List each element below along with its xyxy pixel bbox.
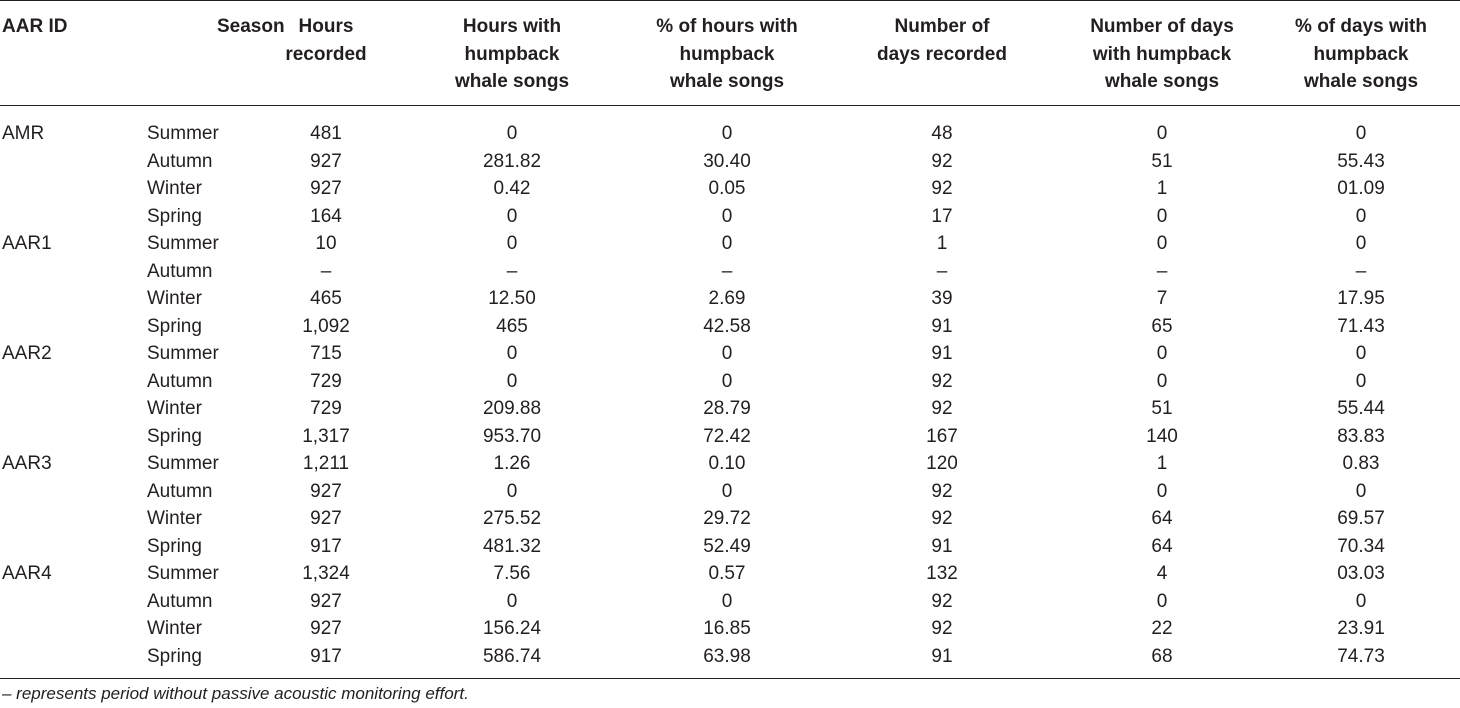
hours-with-songs-cell: 1.26	[493, 453, 531, 474]
table-row	[0, 450, 1460, 478]
days-recorded-cell: 92	[931, 178, 953, 199]
header-hours-recorded: Hours recorded	[260, 1, 392, 106]
aar-id-cell	[0, 423, 70, 451]
pct-hours-cell: 72.42	[703, 425, 751, 447]
pct-days-cell: 17.95	[1337, 288, 1385, 309]
hours-with-songs-cell: 0	[506, 480, 518, 502]
pct-hours-cell: 0	[721, 343, 733, 364]
hours-with-songs-cell: 0	[506, 123, 518, 144]
days-recorded-cell: 91	[931, 315, 953, 337]
days-recorded-cell: 92	[931, 370, 953, 392]
season-cell: Spring	[147, 315, 202, 337]
aar-id-cell: AAR1	[2, 233, 52, 254]
days-recorded-cell: 92	[931, 480, 953, 502]
hours-with-songs-cell: 281.82	[482, 150, 542, 172]
pct-hours-cell: 16.85	[703, 618, 751, 639]
table-row	[0, 175, 1460, 203]
days-with-songs-cell: 7	[1156, 288, 1168, 309]
aar-id-cell	[0, 203, 70, 231]
header-pct-hours-with-songs: % of hours with humpback whale songs	[632, 1, 822, 106]
aar-id-cell	[0, 313, 70, 341]
pct-days-cell: –	[1355, 260, 1367, 282]
season-cell: Winter	[147, 618, 202, 639]
aar-id-cell: AAR3	[2, 453, 52, 474]
hours-recorded-cell: 10	[315, 233, 337, 254]
season-cell: Winter	[147, 288, 202, 309]
aar-id-cell	[0, 175, 70, 203]
pct-hours-cell: 63.98	[632, 643, 822, 679]
hours-recorded-cell: 1,324	[302, 563, 350, 584]
season-cell: Spring	[147, 535, 202, 557]
hours-with-songs-cell: 156.24	[482, 618, 542, 639]
days-with-songs-cell: 1	[1156, 453, 1168, 474]
table-row	[0, 148, 1460, 176]
aar-id-cell: AAR2	[2, 343, 52, 364]
days-recorded-cell: 1	[936, 233, 948, 254]
days-recorded-cell: 120	[926, 453, 958, 474]
hours-with-songs-cell: 0	[506, 233, 518, 254]
table-row	[0, 313, 1460, 341]
header-row	[0, 1, 1460, 106]
season-cell: Winter	[147, 508, 202, 529]
pct-days-cell: 0	[1355, 205, 1367, 227]
season-cell: Spring	[147, 205, 202, 227]
aar-id-cell: AMR	[2, 123, 45, 144]
hours-recorded-cell: –	[320, 260, 332, 282]
hours-recorded-cell: 927	[310, 508, 342, 529]
table-row	[0, 230, 1460, 258]
aar-id-cell	[0, 588, 70, 616]
aar-id-cell	[0, 148, 70, 176]
pct-hours-cell: 0	[721, 480, 733, 502]
hours-recorded-cell: 927	[310, 618, 342, 639]
table-row	[0, 203, 1460, 231]
days-recorded-cell: 92	[931, 590, 953, 612]
table-row	[0, 643, 1460, 679]
hours-with-songs-cell: 481.32	[482, 535, 542, 557]
hours-recorded-cell: 164	[310, 205, 342, 227]
header-hours-with-songs: Hours with humpback whale songs	[392, 1, 632, 106]
table-row	[0, 368, 1460, 396]
pct-hours-cell: 2.69	[708, 288, 746, 309]
season-cell: Autumn	[147, 590, 213, 612]
table-body	[0, 106, 1460, 679]
table-row	[0, 588, 1460, 616]
header-aar-id: AAR ID	[0, 1, 70, 106]
aar-id-cell	[0, 643, 70, 679]
header-days-recorded: Number of days recorded	[822, 1, 1062, 106]
aar-id-cell	[0, 395, 70, 423]
hours-with-songs-cell: 0	[506, 343, 518, 364]
pct-hours-cell: 42.58	[703, 315, 751, 337]
table-row	[0, 533, 1460, 561]
days-recorded-cell: 92	[931, 150, 953, 172]
pct-hours-cell: 0.10	[708, 453, 746, 474]
hours-recorded-cell: 917	[260, 643, 392, 679]
table-row	[0, 423, 1460, 451]
pct-hours-cell: 0.57	[708, 563, 746, 584]
hours-recorded-cell: 927	[310, 480, 342, 502]
days-recorded-cell: 167	[926, 425, 958, 447]
days-recorded-cell: 92	[931, 618, 953, 639]
days-with-songs-cell: –	[1156, 260, 1168, 282]
season-cell: Spring	[70, 643, 260, 679]
pct-days-cell: 83.83	[1337, 425, 1385, 447]
days-recorded-cell: 92	[931, 508, 953, 529]
header-pct-days-with-songs: % of days with humpback whale songs	[1262, 1, 1460, 106]
days-with-songs-cell: 68	[1062, 643, 1262, 679]
table-row	[0, 106, 1460, 148]
pct-days-cell: 55.44	[1337, 398, 1385, 419]
hours-with-songs-cell: 12.50	[488, 288, 536, 309]
season-cell: Summer	[147, 123, 219, 144]
hours-with-songs-cell: 0	[506, 205, 518, 227]
hours-with-songs-cell: 953.70	[482, 425, 542, 447]
days-with-songs-cell: 0	[1156, 343, 1168, 364]
hours-recorded-cell: 927	[310, 178, 342, 199]
pct-hours-cell: 0	[721, 205, 733, 227]
pct-days-cell: 03.03	[1337, 563, 1385, 584]
header-season: Season	[70, 1, 260, 106]
pct-days-cell: 55.43	[1337, 150, 1385, 172]
header-days-with-songs: Number of days with humpback whale songs	[1062, 1, 1262, 106]
days-recorded-cell: 17	[931, 205, 953, 227]
season-cell: Autumn	[147, 370, 213, 392]
pct-hours-cell: 52.49	[703, 535, 751, 557]
pct-hours-cell: 0	[721, 233, 733, 254]
days-with-songs-cell: 22	[1151, 618, 1173, 639]
pct-days-cell: 0	[1355, 123, 1367, 144]
days-recorded-cell: 91	[931, 343, 953, 364]
aar-id-cell	[0, 478, 70, 506]
hours-recorded-cell: 917	[310, 535, 342, 557]
season-cell: Autumn	[147, 480, 213, 502]
pct-days-cell: 69.57	[1337, 508, 1385, 529]
season-cell: Winter	[147, 398, 202, 419]
pct-days-cell: 0	[1355, 370, 1367, 392]
table-row	[0, 285, 1460, 313]
hours-with-songs-cell: 209.88	[482, 398, 542, 419]
pct-hours-cell: 30.40	[703, 150, 751, 172]
season-cell: Winter	[147, 178, 202, 199]
days-with-songs-cell: 64	[1151, 535, 1173, 557]
days-recorded-cell: 132	[926, 563, 958, 584]
days-with-songs-cell: 51	[1151, 150, 1173, 172]
hours-recorded-cell: 1,211	[302, 453, 350, 474]
season-cell: Spring	[147, 425, 202, 447]
hours-recorded-cell: 465	[310, 288, 342, 309]
days-recorded-cell: 91	[822, 643, 1062, 679]
days-recorded-cell: –	[936, 260, 948, 282]
season-cell: Summer	[147, 233, 219, 254]
days-with-songs-cell: 0	[1156, 370, 1168, 392]
aar-id-cell	[0, 285, 70, 313]
pct-hours-cell: 0	[721, 370, 733, 392]
aar-id-cell	[0, 533, 70, 561]
season-cell: Autumn	[147, 260, 213, 282]
days-with-songs-cell: 0	[1156, 205, 1168, 227]
hours-with-songs-cell: 7.56	[493, 563, 531, 584]
days-with-songs-cell: 140	[1146, 425, 1178, 447]
season-cell: Summer	[147, 453, 219, 474]
days-with-songs-cell: 0	[1156, 480, 1168, 502]
aar-id-cell: AAR4	[2, 563, 52, 584]
days-recorded-cell: 92	[931, 398, 953, 419]
days-with-songs-cell: 1	[1156, 178, 1168, 199]
season-cell: Autumn	[147, 150, 213, 172]
table-footnote: – represents period without passive acoustic monitoring effort.	[2, 684, 469, 703]
season-cell: Summer	[147, 563, 219, 584]
hours-with-songs-cell: 275.52	[482, 508, 542, 529]
pct-hours-cell: 29.72	[703, 508, 751, 529]
hours-recorded-cell: 481	[310, 123, 342, 144]
days-with-songs-cell: 0	[1156, 123, 1168, 144]
pct-hours-cell: 28.79	[703, 398, 751, 419]
hours-recorded-cell: 927	[310, 150, 342, 172]
hours-recorded-cell: 1,317	[302, 425, 350, 447]
pct-days-cell: 0	[1355, 233, 1367, 254]
pct-days-cell: 0	[1355, 590, 1367, 612]
pct-hours-cell: 0.05	[708, 178, 746, 199]
hours-with-songs-cell: –	[506, 260, 518, 282]
days-recorded-cell: 39	[931, 288, 953, 309]
table-row	[0, 478, 1460, 506]
days-recorded-cell: 91	[931, 535, 953, 557]
days-with-songs-cell: 0	[1156, 233, 1168, 254]
aar-id-cell	[0, 368, 70, 396]
hours-with-songs-cell: 586.74	[392, 643, 632, 679]
hours-with-songs-cell: 0	[506, 590, 518, 612]
pct-hours-cell: 0	[721, 123, 733, 144]
hours-recorded-cell: 715	[310, 343, 342, 364]
aar-id-cell	[0, 615, 70, 643]
pct-days-cell: 74.73	[1262, 643, 1460, 679]
days-recorded-cell: 48	[931, 123, 953, 144]
days-with-songs-cell: 65	[1151, 315, 1173, 337]
table-row	[0, 505, 1460, 533]
season-cell: Summer	[147, 343, 219, 364]
table-row	[0, 340, 1460, 368]
aar-id-cell	[0, 505, 70, 533]
hours-with-songs-cell: 465	[496, 315, 528, 337]
pct-days-cell: 0	[1355, 480, 1367, 502]
hours-recorded-cell: 729	[310, 398, 342, 419]
days-with-songs-cell: 0	[1156, 590, 1168, 612]
pct-days-cell: 71.43	[1337, 315, 1385, 337]
pct-days-cell: 01.09	[1337, 178, 1385, 199]
table-row	[0, 258, 1460, 286]
hours-with-songs-cell: 0.42	[493, 178, 531, 199]
hours-with-songs-cell: 0	[506, 370, 518, 392]
hours-recorded-cell: 729	[310, 370, 342, 392]
pct-days-cell: 70.34	[1337, 535, 1385, 557]
aar-id-cell	[0, 258, 70, 286]
days-with-songs-cell: 64	[1151, 508, 1173, 529]
table-row	[0, 615, 1460, 643]
pct-days-cell: 23.91	[1337, 618, 1385, 639]
days-with-songs-cell: 4	[1156, 563, 1168, 584]
table-row	[0, 560, 1460, 588]
pct-days-cell: 0	[1355, 343, 1367, 364]
days-with-songs-cell: 51	[1151, 398, 1173, 419]
hours-recorded-cell: 927	[310, 590, 342, 612]
pct-hours-cell: 0	[721, 590, 733, 612]
pct-hours-cell: –	[721, 260, 733, 282]
pct-days-cell: 0.83	[1342, 453, 1380, 474]
hours-recorded-cell: 1,092	[302, 315, 350, 337]
table-row	[0, 395, 1460, 423]
